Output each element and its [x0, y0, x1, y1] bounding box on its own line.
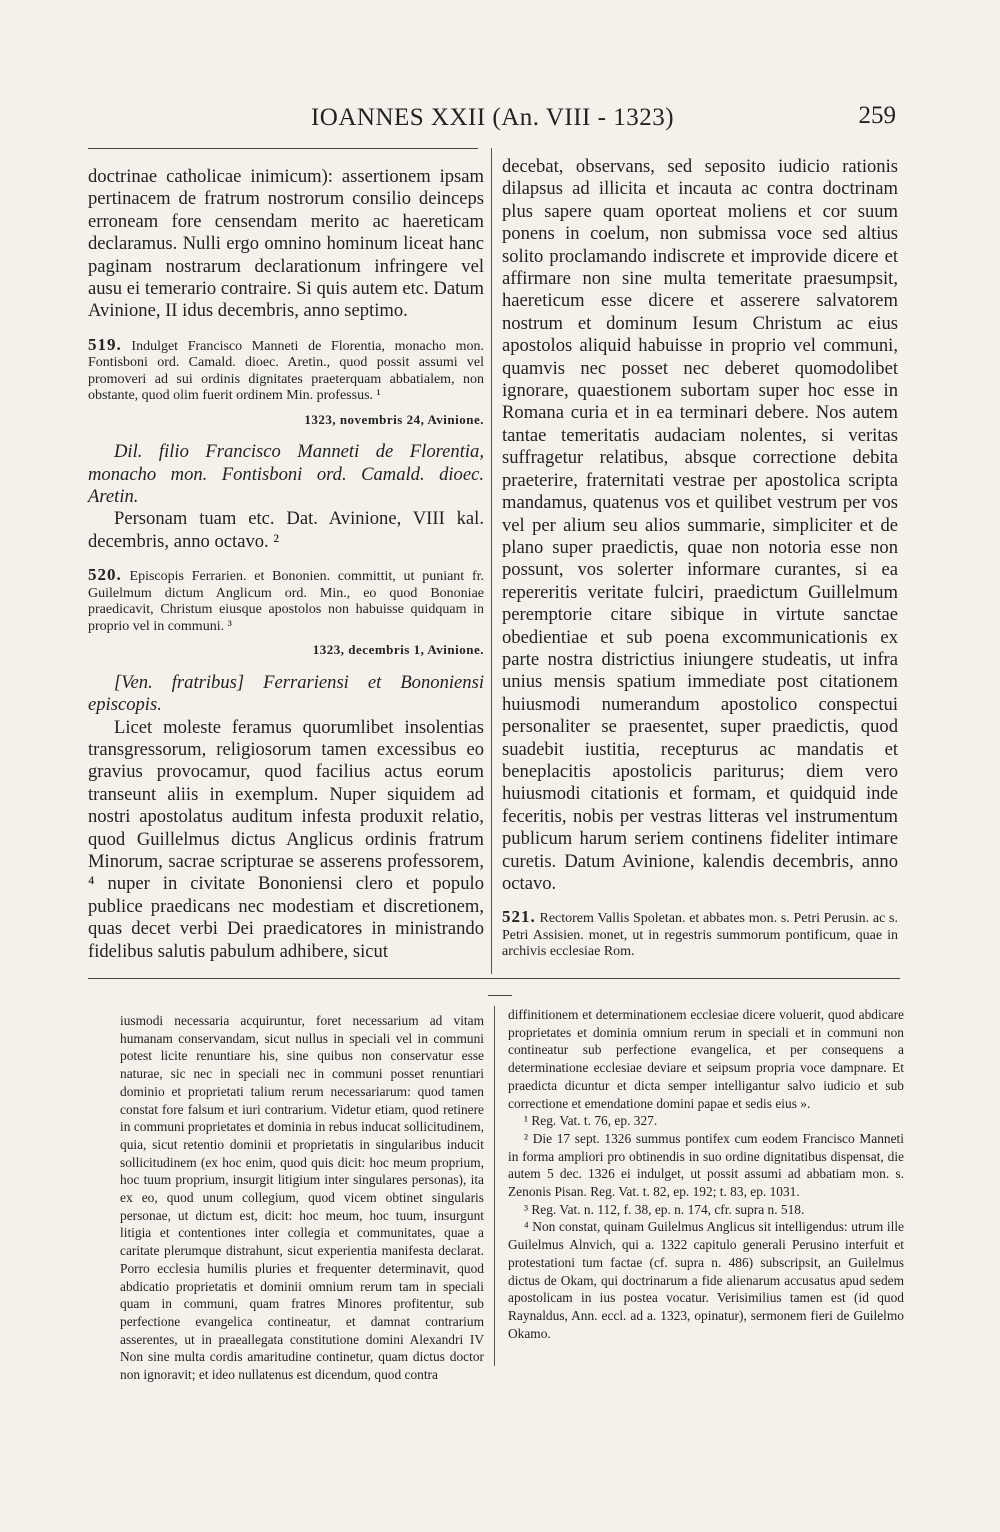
entry-521-number: 521.	[502, 907, 536, 927]
entry-521-summary-text: Rectorem Vallis Spoletan. et abbates mon. s. Petri Perusin. ac s. Petri Assisien. monet, ut in regestris summorum pontificum, quae in archivis ecclesiae Rom.	[502, 911, 899, 960]
footnote-continuation-left: iusmodi necessaria acquiruntur, foret necessarium ad vitam humanam conservandam, sicut nullus in speciali vel in communi potest licite renuntiare his, sine quibus non conservatur esse naturae, sic nec in speciali nec in communi posset renuntiari dominio et proprietati talium rerum necessariarum: quod tamen constat fore falsum et iuri contrarium. Videtur etiam, quod retinere in communi proprietates et dominia in rebus inducat sollicitudinem, quia, sicut retentio dominii et proprietatis in singularibus inducit sollicitudinem (ex hoc enim, quod quis dicit: hoc meum proprium, hoc tuum proprium, insurgit litigium inter singulares personas), ita ex eo, quod unum collegium, quod vicem obtinet singularis personae, ut dictum est, dicit: hoc meum, hoc tuum, insurgunt litigia et contentiones inter collegia et communitates, quae a caritate plerumque distrahunt, sicut experientia manifesta declarat. Porro ecclesia humilis pluries et frequenter determinavit, quod abdicatio proprietatis et dominii omnium rerum tam in speciali quam in communi, quam fratres Minores profitentur, sub perfectione evangelica contineatur, et damnat contrarium asserentes, ut in praeallegata constitutione domini Alexandri IV Non sine multa cordis amaritudine continetur, quam dictus doctor non ignoravit; et ideo nullatenus est dicendum, quod contra	[120, 1013, 484, 1383]
entry-519-number: 519.	[88, 334, 122, 354]
entry-519-date: 1323, novembris 24, Avinione.	[304, 411, 484, 427]
running-header	[85, 98, 900, 138]
page-number: 259	[858, 102, 896, 129]
footnote-column-divider	[494, 1006, 495, 1366]
running-title: IOANNES XXII (An. VIII - 1323)	[310, 104, 675, 131]
entry-520-address: [Ven. fratribus] Ferrariensi et Bononiensi episcopis.	[88, 671, 484, 716]
footnote-rule	[88, 978, 900, 979]
entry-520-summary-text: Episcopis Ferrarien. et Bononien. committit, ut puniant fr. Guilelmum dictum Anglicum ord. Min., eo quod Bononiae praedicavit, Christum eiusque apostolos non habuisse quidquam in proprio vel in communi. ³	[88, 569, 484, 634]
footnotes-right-column	[508, 1006, 904, 1342]
entry-521-summary	[502, 909, 898, 961]
entry-519-summary	[88, 334, 484, 405]
letter-continuation: decebat, observans, sed seposito iudicio rationis dilapsus ad illicita et incauta ac contra doctrinam plus sapere quam oporteat moliens et cor suum ponens in coelum, non submissa voce sed altius solito proclamando indiscrete et improvide dicere et affirmare non sine multa temeritate praesumpsit, haereticum esse dicere et asserere salvatorem nostrum et dominum Iesum Christum ac eius apostolos aliquid habuisse in proprio vel communi, quamvis nec posset nec deberet quomodolibet ignorare, quaestionem subortam super hoc esse in Romana curia et in ea terminari debere. Nos autem tantae temeritatis audaciam nolentes, si veritas suffragetur relatibus, absque correctione debita praeterire, fraternitati vestrae per apostolica scripta mandamus, quatenus vos et quilibet vestrum per vos vel per alium seu alios summarie, simpliciter et de plano super praedictis, quae non notoria esse non possunt, vos solerter informare curantes, si ea repereritis veritate fulciri, praedictum Guillelmum peremptorie citare sibique in virtute sanctae obedientiae et sub poena excommunicationis ex parte nostra districtius iniungere studeatis, ut infra unius mensis spatium immediate post citationem huiusmodi numerandum apostolico conspectui personaliter se praesentet, super praedictis, quod suadebit iustitia, recepturus ac mandatis et beneplacitis apostolicis pariturus; diem vero huiusmodi citationis et formam, et quidquid inde feceritis, nobis per vestras litteras vel instrumentum publicum harum seriem continens fideliter intimare curetis. Datum Avinione, kalendis decembris, anno octavo.	[502, 156, 898, 894]
footnote-3: ³ Reg. Vat. n. 112, f. 38, ep. n. 174, cfr. supra n. 518.	[524, 1201, 805, 1217]
entry-519-summary-text: Indulget Francisco Manneti de Florentia, monacho mon. Fontisboni ord. Camald. dioec. Aretin., quod possit assumi vel promoveri ad sui ordinis dignitates praeterquam abbatialem, non obstante, quod olim fuerit ordinem Min. professus. ¹	[88, 338, 484, 404]
entry-520-date: 1323, decembris 1, Avinione.	[312, 642, 484, 658]
entry-519-text: Personam tuam etc. Dat. Avinione, VIII kal. decembris, anno octavo. ²	[88, 508, 484, 552]
footnote-2: ² Die 17 sept. 1326 summus pontifex cum eodem Francisco Manneti in forma ampliori pro obtinendis in suo ordine dignitatibus dispensat, die autem 5 dec. 1326 ei indulget, ut possit assumi ad abbatiam mon. s. Zenonis Pisan. Reg. Vat. t. 82, ep. 192; t. 83, ep. 1031.	[508, 1130, 904, 1200]
column-divider	[491, 148, 492, 974]
entry-520-summary	[88, 567, 484, 635]
opening-paragraph: doctrinae catholicae inimicum): assertionem ipsam pertinacem de fratrum nostrorum consilio deinceps erroneam fore censendam merito ac haereticam declaramus. Nulli ergo omnino hominum liceat hanc paginam nostrarum declarationum infringere vel ausu ei temerario contraire. Si quis autem etc. Datum Avinione, II idus decembris, anno septimo.	[88, 166, 484, 322]
left-column	[88, 166, 484, 963]
entry-520-text: Licet moleste feramus quorumlibet insolentias transgressorum, religiosorum tamen excessibus eo gravius provocamur, quod facilius actus eorum transeunt aliis in exemplum. Nuper siquidem ad nostri apostolatus auditum infesta produxit relatio, quod Guillelmus dictus Anglicus ordinis fratrum Minorum, sacrae scripturae se asserens professorem, ⁴ nuper in civitate Bononiensi clero et populo publice praedicans nec modestiam et discretionem, quas decet verbi Dei praedicatores in ministrando fidelibus salutis pabulum adhibere, sicut	[88, 716, 484, 962]
entry-520-number: 520.	[88, 565, 122, 585]
footnote-1: ¹ Reg. Vat. t. 76, ep. 327.	[524, 1113, 658, 1129]
footnotes-left-column	[120, 1012, 484, 1384]
footnote-4: ⁴ Non constat, quinam Guilelmus Anglicus sit intelligendus: utrum ille Guilelmus Alnvich, qui a. 1322 capitulo generali Perusino interfuit et protestationi tum factae (cf. supra n. 486) subscripsit, an Guilelmus dictus de Okam, qui doctrinarum a fide alienarum accusatus apud sedem apostolicam in ius postea vocatur. Verisimilius tamen est (id quod Raynaldus, Ann. eccl. ad a. 1323, opinatur), sermonem fieri de Guilelmo Okamo.	[508, 1219, 904, 1341]
right-column	[502, 156, 898, 961]
footnote-continuation-right: diffinitionem et determinationem ecclesiae dicere voluerit, quod abdicare proprietates et dominia omnium rerum in speciali et in communi non contineatur sub perfectione evangelica, et per consequens a determinatione ecclesiae deviare et seipsum propria voce dampnare. Et praedicta dicuntur et dicta semper intelligantur salvo iudicio et sub correctione et emendatione domini papae et sedis eius ».	[508, 1007, 904, 1111]
entry-519-address: Dil. filio Francisco Manneti de Florentia, monacho mon. Fontisboni ord. Camald. dioec. Aretin.	[88, 441, 484, 508]
footnote-rule-stub	[488, 995, 512, 996]
header-rule	[88, 148, 478, 149]
